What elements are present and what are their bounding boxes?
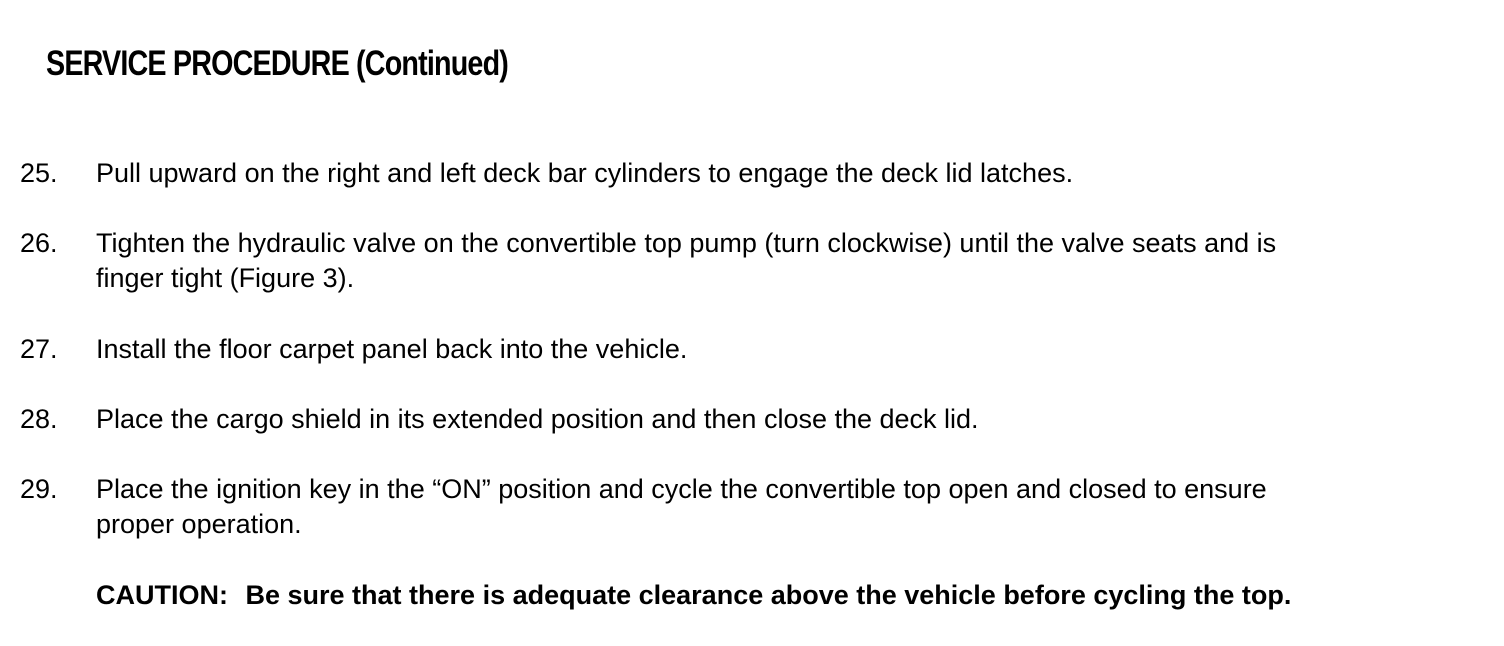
step-27 xyxy=(20,332,1480,367)
step-28 xyxy=(20,402,1480,437)
step-29 xyxy=(20,472,1480,542)
step-number: 29. xyxy=(20,474,58,504)
step-number: 26. xyxy=(20,228,58,258)
step-text xyxy=(96,156,1480,191)
step-text-line: finger tight (Figure 3). xyxy=(96,263,355,293)
step-text-line: Tighten the hydraulic valve on the convertible top pump (turn clockwise) until the valve seats and is xyxy=(96,228,1277,258)
step-number: 27. xyxy=(20,334,58,364)
caution-text: Be sure that there is adequate clearance above the vehicle before cycling the top. xyxy=(245,580,1292,610)
step-text-line: Place the cargo shield in its extended position and then close the deck lid. xyxy=(96,404,979,434)
step-text-line: Install the floor carpet panel back into the vehicle. xyxy=(96,334,688,364)
section-heading: SERVICE PROCEDURE (Continued) xyxy=(46,44,509,83)
step-number: 25. xyxy=(20,158,58,188)
step-text xyxy=(96,472,1480,542)
caution-note xyxy=(96,578,1291,613)
step-text xyxy=(96,402,1480,437)
step-26 xyxy=(20,226,1480,296)
caution-label: CAUTION: xyxy=(96,580,228,610)
step-25 xyxy=(20,156,1480,191)
step-text xyxy=(96,226,1480,296)
step-number: 28. xyxy=(20,404,58,434)
step-text xyxy=(96,332,1480,367)
step-text-line: proper operation. xyxy=(96,509,302,539)
step-text-line: Pull upward on the right and left deck bar cylinders to engage the deck lid latches. xyxy=(96,158,1074,188)
step-text-line: Place the ignition key in the “ON” position and cycle the convertible top open and closed to ensure xyxy=(96,474,1267,504)
